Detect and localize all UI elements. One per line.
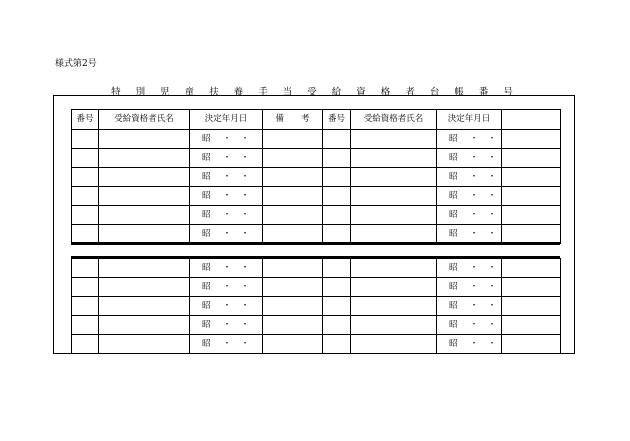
decision-date-cell[interactable] xyxy=(437,168,502,187)
decision-date-cell[interactable] xyxy=(437,130,502,149)
number-cell[interactable] xyxy=(323,187,351,206)
remarks-cell[interactable] xyxy=(263,168,323,187)
extra-cell[interactable] xyxy=(502,225,561,244)
date-separator: ・ xyxy=(240,320,250,330)
remarks-cell[interactable] xyxy=(263,225,323,244)
decision-date-cell[interactable] xyxy=(190,187,263,206)
table-row xyxy=(72,225,561,244)
decision-date-cell[interactable] xyxy=(190,168,263,187)
date-separator: ・ xyxy=(487,263,497,273)
extra-cell[interactable] xyxy=(502,149,561,168)
extra-cell[interactable] xyxy=(502,130,561,149)
recipient-name-cell[interactable] xyxy=(99,168,190,187)
era-label: 昭 xyxy=(449,339,458,349)
form-number: 様式第2号 xyxy=(55,59,97,69)
number-cell[interactable] xyxy=(72,168,99,187)
era-label: 昭 xyxy=(202,263,211,273)
date-separator: ・ xyxy=(487,153,497,163)
number-cell[interactable] xyxy=(323,225,351,244)
decision-date-cell[interactable] xyxy=(190,316,263,335)
table-row xyxy=(72,168,561,187)
page-title: 特 別 児 童 扶 養 手 当 受 給 資 格 者 台 帳 番 号 xyxy=(111,87,519,98)
number-cell[interactable] xyxy=(323,130,351,149)
era-label: 昭 xyxy=(202,210,211,220)
decision-date-cell[interactable] xyxy=(437,149,502,168)
recipient-name-cell[interactable] xyxy=(99,335,190,354)
date-separator: ・ xyxy=(487,229,497,239)
recipient-name-cell[interactable] xyxy=(351,259,437,278)
era-label: 昭 xyxy=(449,134,458,144)
date-separator: ・ xyxy=(469,134,479,144)
era-label: 昭 xyxy=(202,282,211,292)
date-separator: ・ xyxy=(487,301,497,311)
decision-date-cell[interactable] xyxy=(437,225,502,244)
decision-date-cell[interactable] xyxy=(437,278,502,297)
era-label: 昭 xyxy=(449,320,458,330)
era-label: 昭 xyxy=(202,301,211,311)
date-separator: ・ xyxy=(222,153,232,163)
recipient-name-cell[interactable] xyxy=(99,130,190,149)
era-label: 昭 xyxy=(449,191,458,201)
era-label: 昭 xyxy=(449,301,458,311)
era-label: 昭 xyxy=(202,229,211,239)
table-row xyxy=(72,278,561,297)
decision-date-cell[interactable] xyxy=(190,206,263,225)
recipient-name-cell[interactable] xyxy=(351,187,437,206)
date-separator: ・ xyxy=(469,282,479,292)
date-separator: ・ xyxy=(240,339,250,349)
number-cell[interactable] xyxy=(72,187,99,206)
number-cell[interactable] xyxy=(72,259,99,278)
number-cell[interactable] xyxy=(323,259,351,278)
era-label: 昭 xyxy=(449,282,458,292)
decision-date-cell[interactable] xyxy=(190,297,263,316)
date-separator: ・ xyxy=(487,210,497,220)
extra-cell[interactable] xyxy=(502,259,561,278)
recipient-name-cell[interactable] xyxy=(99,316,190,335)
header-date-right: 決定年月日 xyxy=(437,110,502,130)
date-separator: ・ xyxy=(222,229,232,239)
table-row xyxy=(72,149,561,168)
decision-date-cell[interactable] xyxy=(190,259,263,278)
date-separator: ・ xyxy=(487,339,497,349)
era-label: 昭 xyxy=(202,191,211,201)
decision-date-cell[interactable] xyxy=(437,187,502,206)
recipient-name-cell[interactable] xyxy=(351,206,437,225)
header-row xyxy=(72,110,561,130)
recipient-name-cell[interactable] xyxy=(351,130,437,149)
decision-date-cell[interactable] xyxy=(437,206,502,225)
date-separator: ・ xyxy=(222,282,232,292)
date-separator: ・ xyxy=(240,172,250,182)
table-row xyxy=(72,187,561,206)
number-cell[interactable] xyxy=(323,335,351,354)
date-separator: ・ xyxy=(487,191,497,201)
date-separator: ・ xyxy=(487,172,497,182)
decision-date-cell[interactable] xyxy=(190,149,263,168)
date-separator: ・ xyxy=(222,191,232,201)
extra-cell[interactable] xyxy=(502,297,561,316)
header-remarks: 備 考 xyxy=(263,110,323,130)
table-row xyxy=(72,130,561,149)
date-separator: ・ xyxy=(487,320,497,330)
era-label: 昭 xyxy=(202,339,211,349)
extra-cell[interactable] xyxy=(502,206,561,225)
extra-cell[interactable] xyxy=(502,335,561,354)
date-separator: ・ xyxy=(240,191,250,201)
date-separator: ・ xyxy=(240,229,250,239)
date-separator: ・ xyxy=(469,339,479,349)
number-cell[interactable] xyxy=(323,297,351,316)
table-row xyxy=(72,259,561,278)
number-cell[interactable] xyxy=(323,206,351,225)
number-cell[interactable] xyxy=(72,297,99,316)
date-separator: ・ xyxy=(222,339,232,349)
header-blank xyxy=(502,110,561,130)
era-label: 昭 xyxy=(202,134,211,144)
remarks-cell[interactable] xyxy=(263,259,323,278)
recipient-name-cell[interactable] xyxy=(99,225,190,244)
recipient-name-cell[interactable] xyxy=(351,149,437,168)
era-label: 昭 xyxy=(449,210,458,220)
recipient-name-cell[interactable] xyxy=(351,278,437,297)
decision-date-cell[interactable] xyxy=(437,335,502,354)
date-separator: ・ xyxy=(487,134,497,144)
number-cell[interactable] xyxy=(72,206,99,225)
number-cell[interactable] xyxy=(323,316,351,335)
remarks-cell[interactable] xyxy=(263,187,323,206)
era-label: 昭 xyxy=(202,320,211,330)
number-cell[interactable] xyxy=(72,335,99,354)
table-row xyxy=(72,316,561,335)
number-cell[interactable] xyxy=(323,149,351,168)
recipient-name-cell[interactable] xyxy=(99,259,190,278)
remarks-cell[interactable] xyxy=(263,130,323,149)
number-cell[interactable] xyxy=(323,168,351,187)
remarks-cell[interactable] xyxy=(263,206,323,225)
recipient-name-cell[interactable] xyxy=(99,297,190,316)
remarks-cell[interactable] xyxy=(263,149,323,168)
ledger-table-bottom xyxy=(71,258,561,354)
date-separator: ・ xyxy=(222,263,232,273)
decision-date-cell[interactable] xyxy=(190,335,263,354)
table-row xyxy=(72,335,561,354)
remarks-cell[interactable] xyxy=(263,297,323,316)
number-cell[interactable] xyxy=(72,149,99,168)
date-separator: ・ xyxy=(469,320,479,330)
date-separator: ・ xyxy=(222,320,232,330)
recipient-name-cell[interactable] xyxy=(99,278,190,297)
header-name-left: 受給資格者氏名 xyxy=(99,110,190,130)
date-separator: ・ xyxy=(240,263,250,273)
date-separator: ・ xyxy=(222,210,232,220)
number-cell[interactable] xyxy=(72,316,99,335)
era-label: 昭 xyxy=(449,263,458,273)
recipient-name-cell[interactable] xyxy=(99,149,190,168)
number-cell[interactable] xyxy=(72,225,99,244)
date-separator: ・ xyxy=(487,282,497,292)
date-separator: ・ xyxy=(240,282,250,292)
era-label: 昭 xyxy=(449,172,458,182)
date-separator: ・ xyxy=(240,153,250,163)
date-separator: ・ xyxy=(469,263,479,273)
era-label: 昭 xyxy=(449,153,458,163)
date-separator: ・ xyxy=(469,172,479,182)
date-separator: ・ xyxy=(469,229,479,239)
number-cell[interactable] xyxy=(72,130,99,149)
number-cell[interactable] xyxy=(72,278,99,297)
table-row xyxy=(72,206,561,225)
header-number-left: 番号 xyxy=(72,110,99,130)
header-name-right: 受給資格者氏名 xyxy=(351,110,437,130)
recipient-name-cell[interactable] xyxy=(351,225,437,244)
date-separator: ・ xyxy=(469,153,479,163)
era-label: 昭 xyxy=(202,172,211,182)
decision-date-cell[interactable] xyxy=(437,316,502,335)
date-separator: ・ xyxy=(469,210,479,220)
decision-date-cell[interactable] xyxy=(437,259,502,278)
decision-date-cell[interactable] xyxy=(437,297,502,316)
recipient-name-cell[interactable] xyxy=(351,168,437,187)
section-divider-top xyxy=(71,242,560,245)
recipient-name-cell[interactable] xyxy=(351,335,437,354)
extra-cell[interactable] xyxy=(502,168,561,187)
date-separator: ・ xyxy=(222,172,232,182)
ledger-table-top xyxy=(71,109,561,244)
extra-cell[interactable] xyxy=(502,278,561,297)
era-label: 昭 xyxy=(202,153,211,163)
decision-date-cell[interactable] xyxy=(190,130,263,149)
era-label: 昭 xyxy=(449,229,458,239)
decision-date-cell[interactable] xyxy=(190,225,263,244)
date-separator: ・ xyxy=(240,134,250,144)
remarks-cell[interactable] xyxy=(263,335,323,354)
date-separator: ・ xyxy=(222,134,232,144)
header-number-right: 番号 xyxy=(323,110,351,130)
extra-cell[interactable] xyxy=(502,316,561,335)
remarks-cell[interactable] xyxy=(263,316,323,335)
extra-cell[interactable] xyxy=(502,187,561,206)
recipient-name-cell[interactable] xyxy=(99,187,190,206)
date-separator: ・ xyxy=(222,301,232,311)
decision-date-cell[interactable] xyxy=(190,278,263,297)
date-separator: ・ xyxy=(240,210,250,220)
recipient-name-cell[interactable] xyxy=(351,316,437,335)
header-date-left: 決定年月日 xyxy=(190,110,263,130)
remarks-cell[interactable] xyxy=(263,278,323,297)
date-separator: ・ xyxy=(240,301,250,311)
recipient-name-cell[interactable] xyxy=(351,297,437,316)
date-separator: ・ xyxy=(469,301,479,311)
recipient-name-cell[interactable] xyxy=(99,206,190,225)
table-row xyxy=(72,297,561,316)
number-cell[interactable] xyxy=(323,278,351,297)
date-separator: ・ xyxy=(469,191,479,201)
